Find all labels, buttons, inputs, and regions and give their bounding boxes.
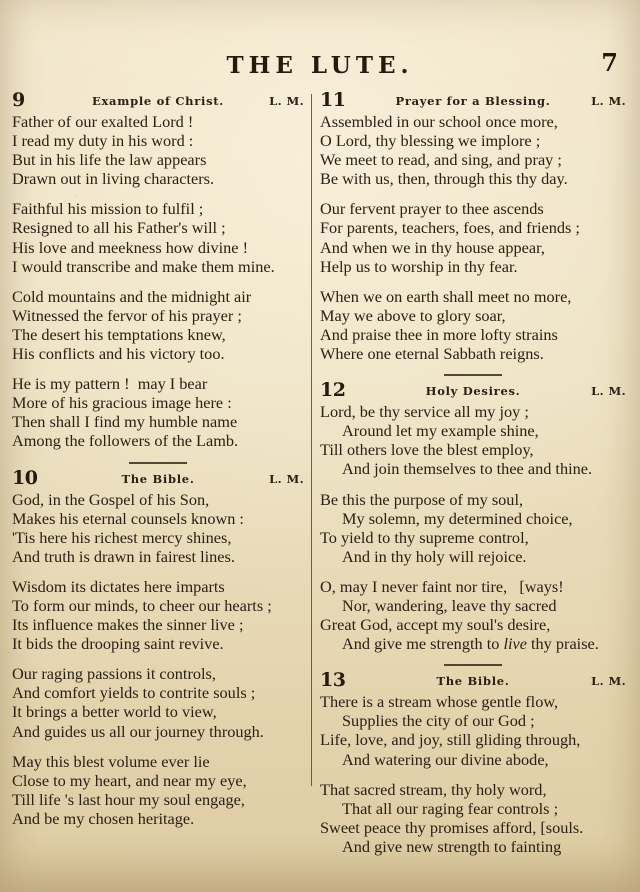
hymn-line: And give new strength to fainting [342,836,562,856]
hymn-line: We meet to read, and sing, and pray ; [320,150,562,170]
hymn-line: Lord, be thy service all my joy ; [320,402,529,422]
hymn-line: Father of our exalted Lord ! [12,112,194,131]
hymn-line: More of his gracious image here : [12,393,232,413]
hymn-line: Close to my heart, and near my eye, [12,770,247,790]
hymn-line: The desert his temptations knew, [12,324,226,344]
hymn-line: And in thy holy will rejoice. [342,546,527,566]
hymn-line: To yield to thy supreme control, [320,527,529,547]
hymn-line: Then shall I find my humble name [12,412,238,432]
hymn-title: Prayer for a Blessing. [395,94,551,108]
running-head [0,48,640,86]
hymn-number: 9 [12,89,25,111]
hymn-11 [320,89,626,364]
hymn-line: Life, love, and joy, still gliding through, [320,730,581,750]
hymn-heading [320,669,626,692]
hymn-line: And watering our divine abode, [342,749,549,769]
hymn-line: Our fervent prayer to thee ascends [320,199,544,219]
hymn-title: The Bible. [121,471,195,486]
hymn-9 [12,89,304,451]
hymn-line: Till others love the blest employ, [320,440,534,460]
hymn-line: Wisdom its dictates here imparts [12,576,225,596]
hymn-title: The Bible. [436,674,510,689]
hymn-title: Holy Desires. [425,384,521,399]
hymn-line: Where one eternal Sabbath reigns. [320,344,544,364]
hymn-line: Till life 's last hour my soul engage, [12,789,245,809]
hymn-line: It brings a better world to view, [12,702,217,722]
hymn-line: And join themselves to thee and thine. [342,459,593,479]
hymn-meter: L. M. [591,94,626,108]
hymn-line: And be my chosen heritage. [12,808,195,828]
hymn-line: And praise thee in more lofty strains [320,324,558,344]
stanza [12,199,304,275]
hymn-line: That all our raging fear controls ; [342,798,559,818]
hymn-heading [320,89,626,111]
stanza [12,752,304,828]
hymn-line: There is a stream whose gentle flow, [320,692,559,712]
hymn-meter: L. M. [269,471,304,486]
column-right [320,89,626,867]
hymn-line: May this blest volume ever lie [12,751,210,771]
hymn-number: 12 [320,379,346,402]
hymn-line: O Lord, thy blessing we implore ; [320,131,541,151]
hymn-line: But in his life the law appears [12,150,207,170]
column-left [12,89,304,839]
stanza [320,112,626,188]
hymn-heading [320,379,626,402]
stanza [12,664,304,740]
hymn-line: His conflicts and his victory too. [12,344,225,364]
hymn-separator-rule [444,374,502,376]
hymn-heading [12,89,304,111]
hymn-line: Faithful his mission to fulfil ; [12,199,204,219]
stanza [320,199,626,275]
hymn-line: Be this the purpose of my soul, [320,489,524,509]
hymn-line: Nor, wandering, leave thy sacred [342,595,557,615]
hymn-meter: L. M. [591,674,626,689]
stanza [320,402,626,478]
stanza [12,287,304,363]
hymn-line: And guides us all our journey through. [12,721,264,741]
stanza [320,780,626,856]
hymn-12 [320,374,626,653]
hymn-line: For parents, teachers, foes, and friends ; [320,218,580,238]
hymn-line: And when we in thy house appear, [320,237,545,257]
hymn-line: My solemn, my determined choice, [342,508,573,528]
hymn-line: 'Tis here his richest mercy shines, [12,527,232,547]
page-number: 7 [601,48,618,77]
hymn-line: Assembled in our school once more, [320,112,558,131]
hymn-line: Resigned to all his Father's will ; [12,218,226,238]
hymn-line: Its influence makes the sinner live ; [12,615,244,635]
hymn-line: Help us to worship in thy fear. [320,256,518,276]
hymn-line: Sweet peace thy promises afford, [souls. [320,817,584,837]
hymn-line: O, may I never faint nor tire, [ways! [320,576,564,596]
hymn-line: He is my pattern ! may I bear [12,374,208,394]
hymn-line: Witnessed the fervor of his prayer ; [12,305,242,325]
hymn-heading [12,466,304,489]
hymn-line: And comfort yields to contrite souls ; [12,683,256,703]
stanza [12,490,304,566]
hymn-line: It bids the drooping saint revive. [12,634,224,654]
stanza [320,577,626,653]
stanza [12,112,304,188]
hymn-10 [12,462,304,829]
hymn-line: To form our minds, to cheer our hearts ; [12,595,272,615]
stanza [12,374,304,450]
column-divider-rule [311,94,312,786]
hymn-line: God, in the Gospel of his Son, [12,489,210,509]
hymn-line: Great God, accept my soul's desire, [320,615,551,635]
hymn-line: Be with us, then, through this thy day. [320,169,568,189]
hymn-line: Among the followers of the Lamb. [12,431,239,451]
stanza [320,490,626,566]
hymn-line: Supplies the city of our God ; [342,711,535,731]
hymn-line: May we above to glory soar, [320,305,506,325]
hymn-line: Around let my example shine, [342,421,539,441]
hymn-separator-rule [444,664,502,666]
hymn-line: And truth is drawn in fairest lines. [12,546,235,566]
hymn-meter: L. M. [269,94,304,108]
hymn-line: Makes his eternal counsels known : [12,508,244,528]
hymn-number: 10 [12,466,38,489]
stanza [12,577,304,653]
hymn-line: Our raging passions it controls, [12,664,216,684]
hymn-meter: L. M. [591,384,626,399]
hymn-line: That sacred stream, thy holy word, [320,779,547,799]
hymn-number: 13 [320,669,346,692]
stanza [320,692,626,768]
hymn-line: His love and meekness how divine ! [12,237,249,257]
hymn-line: When we on earth shall meet no more, [320,286,572,306]
book-title: THE LUTE. [226,52,414,79]
hymn-line: I would transcribe and make them mine. [12,256,275,276]
hymn-title: Example of Christ. [92,94,224,108]
hymn-line: I read my duty in his word : [12,131,194,151]
hymn-number: 11 [320,89,346,111]
hymn-line: Cold mountains and the midnight air [12,286,252,306]
hymn-line: And give me strength to live thy praise. [342,634,599,654]
stanza [320,287,626,363]
hymn-separator-rule [129,462,187,464]
hymn-line: Drawn out in living characters. [12,169,215,189]
hymn-13 [320,664,626,856]
